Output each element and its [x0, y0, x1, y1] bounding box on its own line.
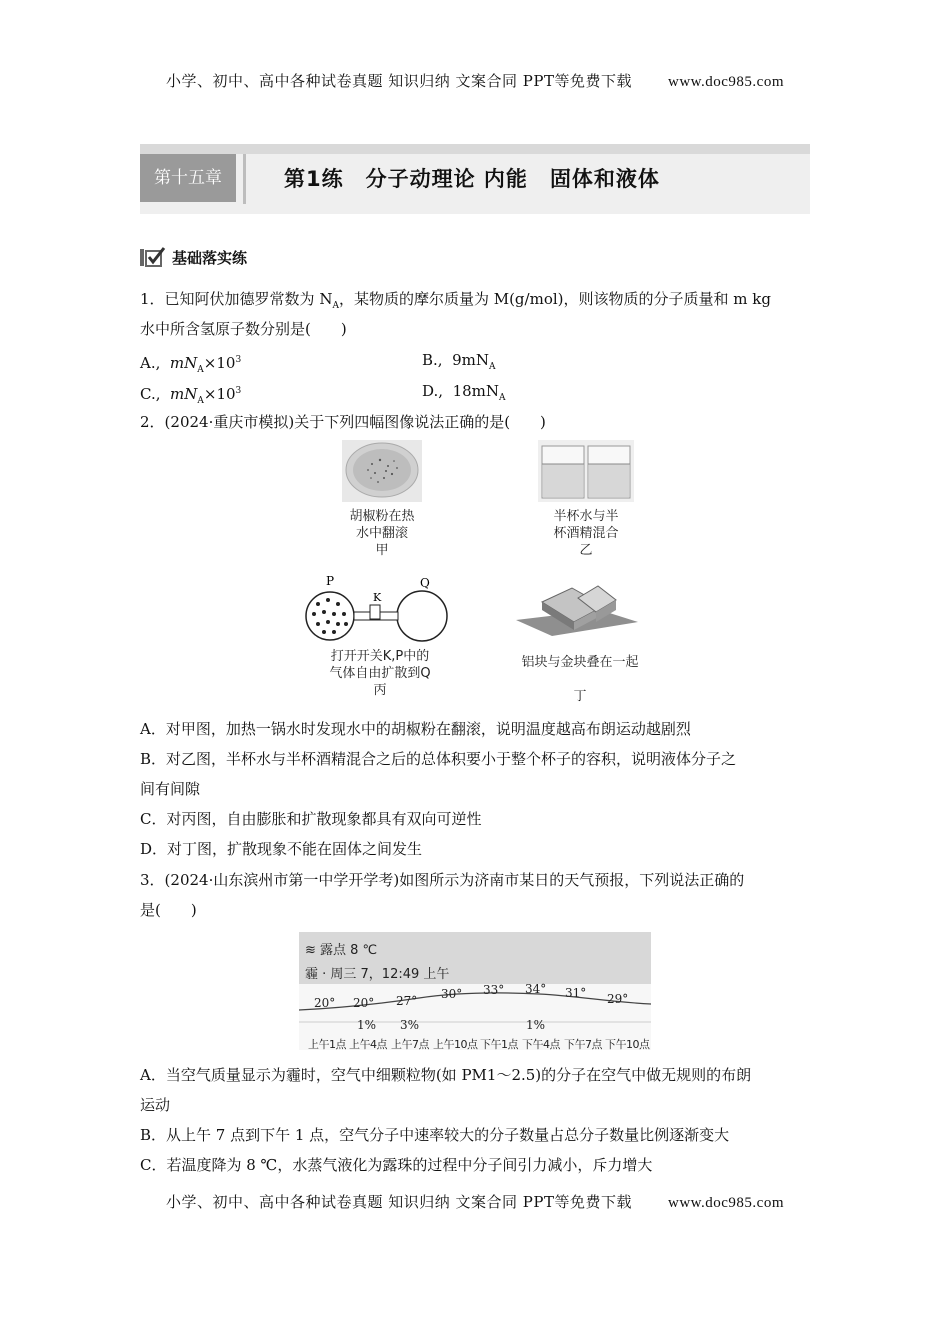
q3-stem-line1: 3．(2024·山东滨州市第一中学开学考)如图所示为济南市某日的天气预报，下列说法正确的 — [140, 871, 745, 889]
q1-option-b[interactable]: B., $9mN_A$ — [422, 351, 496, 372]
q2-option-c[interactable]: C．对丙图，自由膨胀和扩散现象都具有双向可逆性 — [140, 810, 482, 828]
q3-option-a[interactable]: A．当空气质量显示为霾时，空气中细颗粒物(如 PM1～2.5)的分子在空气中做无规则的布朗 — [140, 1066, 752, 1084]
q3-stem-line2: 是( ) — [140, 901, 197, 919]
header-site-link[interactable]: www.doc985.com — [667, 74, 784, 90]
chapter-label: 第十五章 — [140, 154, 236, 202]
figure-diffusion-diagram — [300, 574, 456, 642]
chapter-title: 第1练 分子动理论 内能 固体和液体 — [284, 167, 660, 191]
time-6: 下午4点 — [522, 1038, 560, 1050]
q1-option-d[interactable]: D., $18mN_A$ — [422, 382, 506, 403]
temp-2: 20° — [353, 996, 375, 1010]
q2-option-b-cont: 间有间隙 — [140, 780, 201, 798]
precip-2: 3% — [400, 1018, 420, 1032]
q3-option-c[interactable]: C．若温度降为 8 ℃，水蒸气液化为露珠的过程中分子间引力减小，斥力增大 — [140, 1156, 653, 1174]
time-3: 上午7点 — [391, 1038, 429, 1050]
time-2: 上午4点 — [349, 1038, 387, 1050]
time-1: 上午1点 — [308, 1038, 346, 1050]
q1-stem-line1: 1．已知阿伏加德罗常数为 $N_A$，某物质的摩尔质量为 M(g/mol)，则该物质的分子质量和 m kg — [140, 290, 771, 311]
figure-ding-caption: 铝块与金块叠在一起 丁 — [521, 655, 639, 704]
figure-pepper-image — [342, 440, 422, 502]
label-k: K — [373, 591, 382, 604]
time-7: 下午7点 — [564, 1038, 602, 1050]
weather-dewpoint: ≋ 露点 8 ℃ — [305, 943, 378, 958]
temp-3: 27° — [396, 994, 418, 1008]
figure-cups-image — [538, 440, 634, 502]
q1-option-c[interactable]: C., $mN_A\times 10^3$ — [140, 385, 242, 406]
q2-option-a[interactable]: A．对甲图，加热一锅水时发现水中的胡椒粉在翻滚，说明温度越高布朗运动越剧烈 — [140, 720, 691, 738]
page-footer — [0, 1191, 950, 1212]
q2-option-d[interactable]: D．对丁图，扩散现象不能在固体之间发生 — [140, 840, 423, 858]
footer-text: 小学、初中、高中各种试卷真题 知识归纳 文案合同 PPT等免费下载 — [165, 1193, 632, 1211]
q3-option-a-cont: 运动 — [140, 1096, 171, 1114]
q1-option-a[interactable]: A., $mN_A\times 10^3$ — [140, 354, 242, 375]
weather-forecast-image — [299, 932, 651, 1050]
section-heading — [140, 244, 247, 270]
figure-blocks-image — [512, 580, 642, 636]
time-4: 上午10点 — [433, 1038, 478, 1050]
temp-4: 30° — [441, 987, 463, 1001]
q1-stem-line2: 水中所含氢原子数分别是( ) — [140, 320, 347, 338]
chapter-divider — [243, 154, 246, 204]
precip-1: 1% — [357, 1018, 377, 1032]
page-header — [0, 70, 950, 91]
label-p: P — [326, 574, 335, 588]
footer-site-link[interactable]: www.doc985.com — [667, 1195, 784, 1211]
precip-3: 1% — [526, 1018, 546, 1032]
checkmark-icon — [140, 246, 166, 268]
temp-7: 31° — [565, 986, 587, 1000]
temp-1: 20° — [314, 996, 336, 1010]
label-q: Q — [420, 576, 430, 590]
q2-stem: 2．(2024·重庆市模拟)关于下列四幅图像说法正确的是( ) — [140, 413, 546, 431]
section-label: 基础落实练 — [172, 248, 248, 267]
temp-6: 34° — [525, 982, 547, 996]
time-8: 下午10点 — [605, 1038, 650, 1050]
temp-8: 29° — [607, 992, 629, 1006]
header-text: 小学、初中、高中各种试卷真题 知识归纳 文案合同 PPT等免费下载 — [165, 72, 632, 90]
figure-jia-caption: 胡椒粉在热 水中翻滚 甲 — [349, 509, 415, 558]
figure-yi-caption: 半杯水与半 杯酒精混合 乙 — [553, 509, 619, 558]
temp-5: 33° — [483, 983, 505, 997]
figure-bing-caption: 打开开关K,P中的 气体自由扩散到Q 丙 — [329, 649, 431, 698]
time-5: 下午1点 — [480, 1038, 518, 1050]
q3-option-b[interactable]: B．从上午 7 点到下午 1 点，空气分子中速率较大的分子数量占总分子数量比例逐渐变大 — [140, 1126, 730, 1144]
weather-status: 霾 · 周三 7，12:49 上午 — [305, 967, 450, 982]
q2-option-b[interactable]: B．对乙图，半杯水与半杯酒精混合之后的总体积要小于整个杯子的容积，说明液体分子之 — [140, 750, 737, 768]
